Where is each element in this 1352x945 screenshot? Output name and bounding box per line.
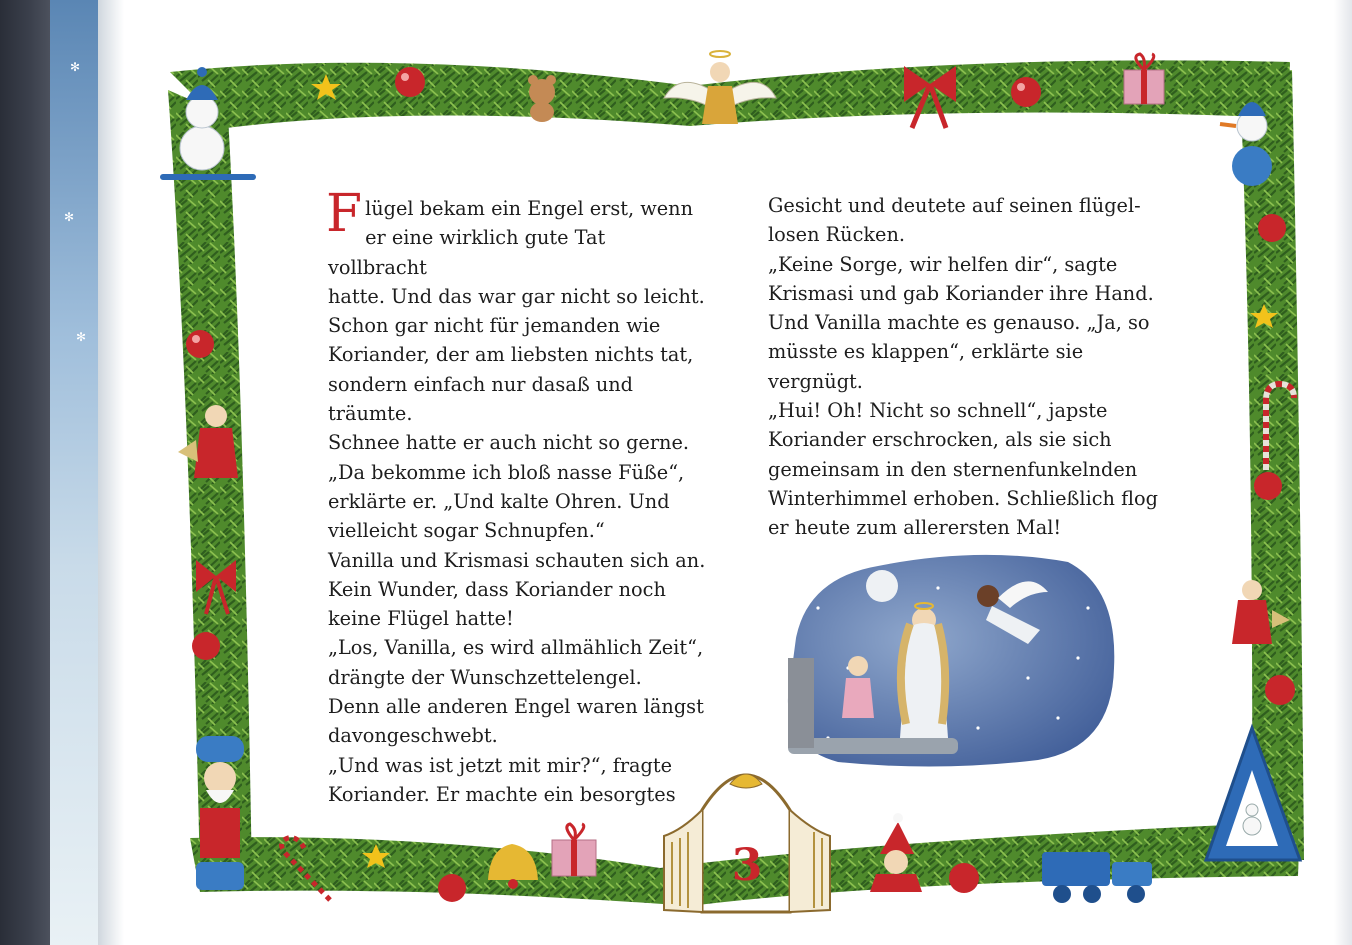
angel-icon [900, 603, 948, 738]
ornament-ball-icon [1011, 77, 1041, 107]
ornament-ball-icon [1258, 214, 1286, 242]
story-text-right-column: Gesicht und deutete auf seinen flügel- losen Rücken. „Keine Sorge, wir helfen dir“, sagte Krismasi und gab Koriander ihre Hand. Und Vanilla machte es genauso. „Ja, so müsste es klappen“, erklärte sie vergnügt. „Hui! Oh! Nicht so schnell“, japste Koriander erschrocken, als sie sich gemeinsam in den sternenfunkelnden Winterhimmel erhoben. Schließlich flog er heute zum allerersten Mal! [768, 194, 1158, 540]
ornament-ball-icon [395, 67, 425, 97]
snowflake-icon: ✻ [64, 210, 75, 224]
night-sky-shape [788, 555, 1114, 767]
ornament-ball-icon [438, 874, 466, 902]
page-number: 3 [731, 840, 763, 891]
ornament-ball-icon [186, 330, 214, 358]
story-text-left-column [326, 184, 708, 809]
snowflake-icon: ✻ [70, 60, 81, 74]
teddy-bear-icon [528, 75, 556, 122]
nutcracker-icon [196, 736, 244, 890]
ornament-ball-icon [192, 632, 220, 660]
moon-icon [866, 570, 898, 602]
snowflake-icon: ✻ [76, 330, 87, 344]
drop-cap: F [326, 184, 363, 244]
angels-night-sky-illustration [778, 548, 1124, 770]
ornament-ball-icon [1254, 472, 1282, 500]
ornament-ball-icon [949, 863, 979, 893]
ornament-ball-icon [1265, 675, 1295, 705]
left-column-body: lügel bekam ein Engel erst, wenn er eine wirklich gute Tat vollbracht hatte. Und das war gar nicht so leicht. Schon gar nicht für jemanden wie Koriander, der am liebsten nichts tat, sondern einfach nur dasaß und träumte. Schnee hatte er auch nicht so gerne. „Da bekomme ich bloß nasse Füße“, erklärte er. „Und kalte Ohren. Und vielleicht sogar Schnupfen.“ Vanilla und Krismasi schauten sich an. Kein Wunder, dass Koriander noch keine Flügel hatte! „Los, Vanilla, es wird allmählich Zeit“, drängte der Wunschzettelengel. Denn alle anderen Engel waren längst davongeschwebt. „Und was ist jetzt mit mir?“, fragte Koriander. Er machte ein besorgtes [328, 197, 706, 806]
window-frame [788, 658, 814, 748]
gift-icon [552, 824, 596, 876]
